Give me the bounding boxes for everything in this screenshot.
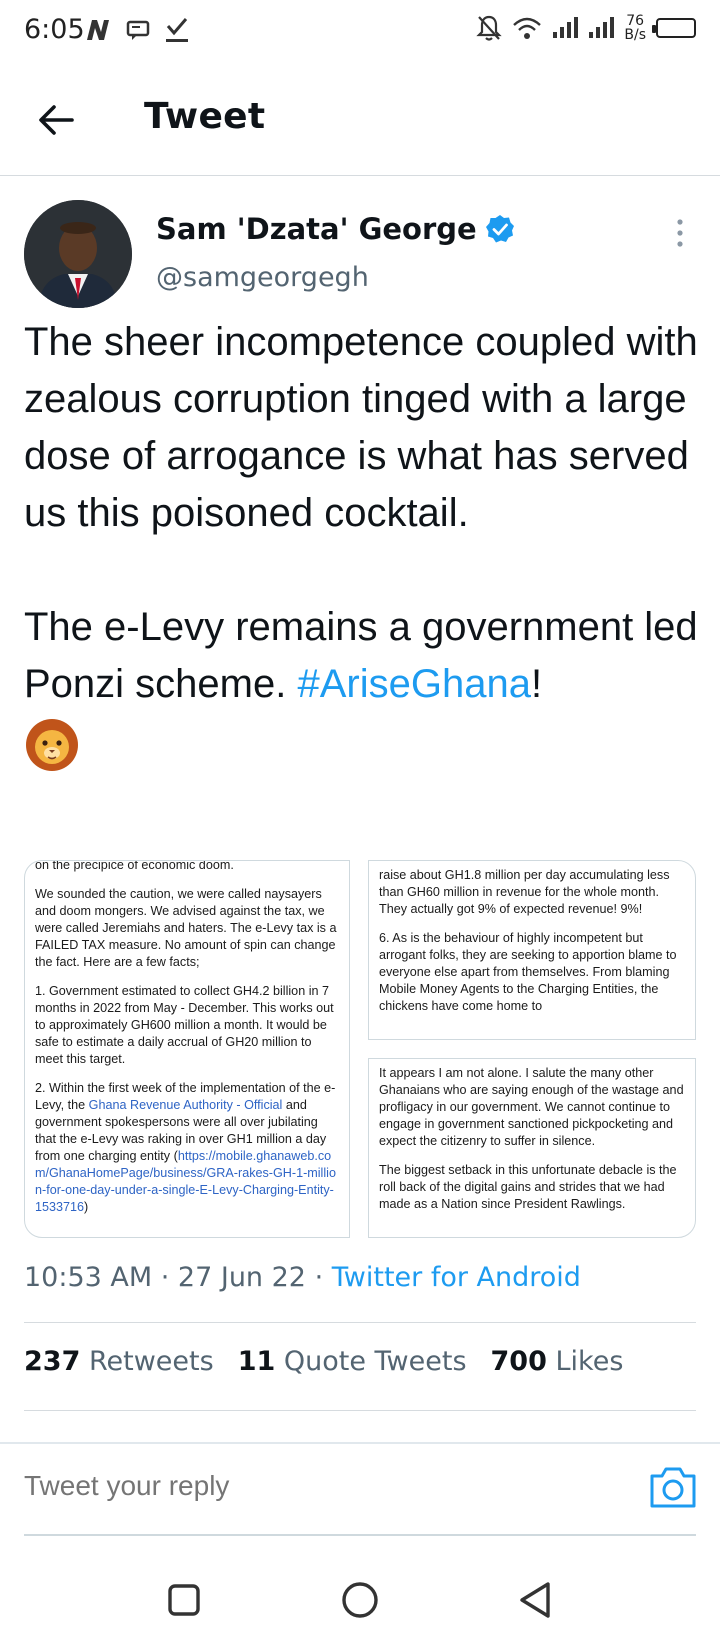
recents-square-icon[interactable] [160,1576,208,1624]
reply-bar [0,1442,720,1536]
reply-input[interactable] [24,1470,584,1502]
hashtag-link[interactable]: #AriseGhana [297,662,531,706]
avatar-image [24,200,132,308]
tweet-image-2[interactable]: raise about GH1.8 million per day accumulating less than GH60 million in revenue for the whole month. They actually got 9% of expected revenue! 9%! 6. As is the behaviour of highly incompetent but arrogant folks, they are seeking to apportion blame to everyone else apart from themselves. From blaming Mobile Money Agents to the Charging Entities, the chickens have come home to [368,860,696,1040]
tweet-time: 10:53 AM [24,1262,153,1293]
reply-underline [24,1534,696,1536]
tweet-source-link[interactable]: Twitter for Android [331,1262,581,1293]
tweet-image-3[interactable]: It appears I am not alone. I salute the many other Ghanaians who are saying enough of the wastage and profligacy in our government. We cannot continue to engage in government sanctioned pickpocketing and expect the citizenry to suffer in silence. The biggest setback in this unfortunate debacle is the roll back of the digital gains and strides that we had made as a Nation since President Rawlings. [368,1058,696,1238]
status-time: 6:05 [24,14,85,45]
top-header [0,66,720,176]
signal-1-icon [552,16,578,40]
android-nav-bar [0,1560,720,1640]
tweet-paragraph-1: The sheer incompetence coupled with zealous corruption tinged with a large dose of arrogance is what has served us this poisoned cocktail. [24,320,698,535]
back-triangle-icon[interactable] [512,1576,560,1624]
tweet-text [24,314,700,773]
more-options-icon[interactable] [672,218,688,248]
divider [24,1410,696,1411]
divider [24,1322,696,1323]
page-title: Tweet [144,96,266,137]
quote-tweets-stat[interactable]: 11 Quote Tweets [237,1346,467,1377]
likes-stat[interactable]: 700 Likes [490,1346,624,1377]
download-complete-icon [164,16,190,44]
status-bar [0,0,720,66]
camera-icon[interactable] [648,1464,698,1510]
battery-icon [656,18,696,38]
verified-badge-icon [485,214,515,244]
tweet-image-1[interactable]: on the precipice of economic doom. We sounded the caution, we were called naysayers and doom mongers. We advised against the tax, we were called Jeremiahs and haters. The e-Levy tax is a FAILED TAX measure. No amount of spin can change the fact. Here are a few facts; 1. Government estimated to collect GH4.2 billion in 7 months in 2022 from May - December. This works out to approximately GH600 million a month. It would be safe to estimate a daily accrual of GH20 million to meet this target. 2. Within the first week of the implementation of the e-Levy, the Ghana Revenue Authority - Official and government spokespersons were all over jubilating that the e-Levy was raking in over GH1 million a day from one charging entity (https://mobile.ghanaweb.com/GhanaHomePage/business/GRA-rakes-GH-1-million-for-one-day-under-a-single-E-Levy-Charging-Entity-1533716) [24,860,350,1238]
message-icon [126,19,150,41]
bell-off-icon [476,14,502,42]
n-notification-icon [84,18,112,42]
author-name[interactable]: Sam 'Dzata' George [156,212,477,246]
tweet-date: 27 Jun 22 [177,1262,306,1293]
lion-face-emoji-icon [24,717,80,773]
home-circle-icon[interactable] [336,1576,384,1624]
wifi-icon [512,15,542,41]
tweet-stats [24,1346,623,1377]
retweets-stat[interactable]: 237 Retweets [24,1346,214,1377]
signal-2-icon [588,16,614,40]
back-arrow-icon[interactable] [34,96,82,144]
network-speed: 76 B/s [624,13,646,43]
author-handle[interactable]: @samgeorgegh [156,262,369,293]
tweet-meta: 10:53 AM · 27 Jun 22 · Twitter for Android [24,1262,581,1293]
avatar[interactable] [24,200,132,308]
author-name-row[interactable] [156,212,515,246]
tweet-paragraph-2: The e-Levy remains a government led Ponzi scheme. #AriseGhana! [24,605,698,706]
